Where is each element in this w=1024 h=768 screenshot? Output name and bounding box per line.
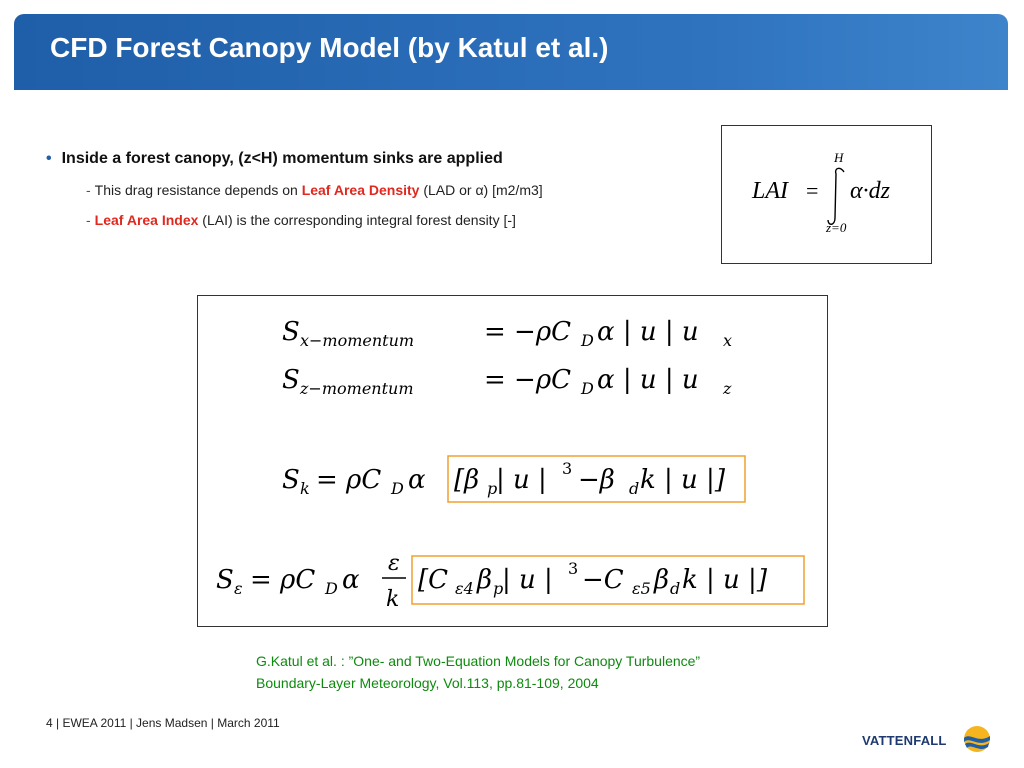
eq-subscript: x xyxy=(723,331,733,350)
eq-subscript: ε4 xyxy=(455,579,474,598)
lai-equals: = xyxy=(806,178,819,203)
eq-rhs: = −ρC xyxy=(484,317,572,347)
lai-lower-limit: z=0 xyxy=(826,220,847,235)
bullet-sub-1-highlight: Leaf Area Density xyxy=(301,182,420,198)
eq-subscript: z xyxy=(723,379,732,398)
eq-subscript: d xyxy=(629,479,640,498)
bullet-main-text: Inside a forest canopy, (z<H) momentum sinks are applied xyxy=(61,150,503,167)
lai-integrand: α·dz xyxy=(850,178,890,204)
lai-formula xyxy=(722,126,931,263)
bullet-dot-icon: • xyxy=(46,150,52,167)
eq-beta: β xyxy=(477,565,493,595)
eq-rhs-tail: α | u | u xyxy=(597,365,699,395)
eq-subscript: D xyxy=(325,579,338,598)
eq-mid: | u | xyxy=(496,465,547,495)
eq-symbol: S xyxy=(282,365,300,395)
bullet-dash: - xyxy=(86,182,91,198)
eq-rhs: = −ρC xyxy=(484,365,572,395)
eq-symbol: S xyxy=(216,565,234,595)
source-term-equations xyxy=(198,296,827,626)
eq-subscript: x−momentum xyxy=(300,331,415,350)
equation-sx-momentum xyxy=(282,317,732,350)
eq-alpha: α xyxy=(342,565,360,595)
eq-subscript: D xyxy=(581,379,594,398)
vattenfall-logo xyxy=(860,724,995,754)
eq-subscript: D xyxy=(391,479,404,498)
eq-frac-denominator: k xyxy=(386,587,400,612)
reference xyxy=(256,650,700,694)
lai-upper-limit: H xyxy=(834,150,844,165)
eq-mid: | u | xyxy=(502,565,553,595)
bullet-main xyxy=(46,148,696,170)
eq-frac-numerator: ε xyxy=(388,551,400,576)
eq-beta: β xyxy=(654,565,670,595)
bullet-dash: - xyxy=(86,212,91,228)
equation-sk xyxy=(282,456,745,502)
eq-end: k | u |] xyxy=(682,565,767,595)
bullet-sub-2 xyxy=(46,210,696,230)
eq-subscript: k xyxy=(300,479,310,498)
reference-line-1: G.Katul et al. : ”One- and Two-Equation Models for Canopy Turbulence” xyxy=(256,653,701,669)
eq-subscript: ε5 xyxy=(632,579,651,598)
bullet-sub-2-after: (LAI) is the corresponding integral forest density [-] xyxy=(198,212,516,228)
title-bar xyxy=(14,14,1008,90)
equation-s-epsilon xyxy=(216,551,804,612)
equations-box xyxy=(197,295,828,627)
eq-superscript: 3 xyxy=(562,459,573,478)
lai-formula-box xyxy=(721,125,932,264)
eq-superscript: 3 xyxy=(568,559,579,578)
bullet-sub-2-highlight: Leaf Area Index xyxy=(94,212,199,228)
bullet-sub-1-before: This drag resistance depends on xyxy=(94,182,302,198)
bullet-sub-1-after: (LAD or α) [m2/m3] xyxy=(419,182,543,198)
eq-rhs: = ρC xyxy=(316,465,382,495)
vattenfall-logo-icon xyxy=(960,724,994,754)
footer: 4 | EWEA 2011 | Jens Madsen | March 2011 xyxy=(46,716,280,730)
eq-subscript: d xyxy=(670,579,681,598)
eq-end: k | u |] xyxy=(640,465,725,495)
equation-sz-momentum xyxy=(282,365,732,398)
eq-minus-c: −C xyxy=(582,565,624,595)
eq-rhs-tail: α | u | u xyxy=(597,317,699,347)
eq-symbol: S xyxy=(282,317,300,347)
reference-line-2: Boundary-Layer Meteorology, Vol.113, pp.81-109, 2004 xyxy=(256,675,599,691)
eq-bracket: [β xyxy=(454,465,480,495)
logo-text: VATTENFALL xyxy=(862,733,947,748)
eq-minus: −β xyxy=(578,465,615,495)
eq-rhs: = ρC xyxy=(250,565,316,595)
eq-symbol: S xyxy=(282,465,300,495)
eq-alpha: α xyxy=(408,465,426,495)
slide-title: CFD Forest Canopy Model (by Katul et al.) xyxy=(50,32,609,63)
eq-subscript: p xyxy=(487,479,498,498)
eq-subscript: p xyxy=(493,579,504,598)
eq-subscript: ε xyxy=(234,579,243,598)
eq-bracket: [C xyxy=(418,565,449,595)
eq-subscript: z−momentum xyxy=(300,379,414,398)
integral-sign-icon xyxy=(828,168,844,224)
bullet-list xyxy=(46,148,696,230)
lai-lhs: LAI xyxy=(752,178,788,204)
eq-subscript: D xyxy=(581,331,594,350)
bullet-sub-1 xyxy=(46,180,696,200)
